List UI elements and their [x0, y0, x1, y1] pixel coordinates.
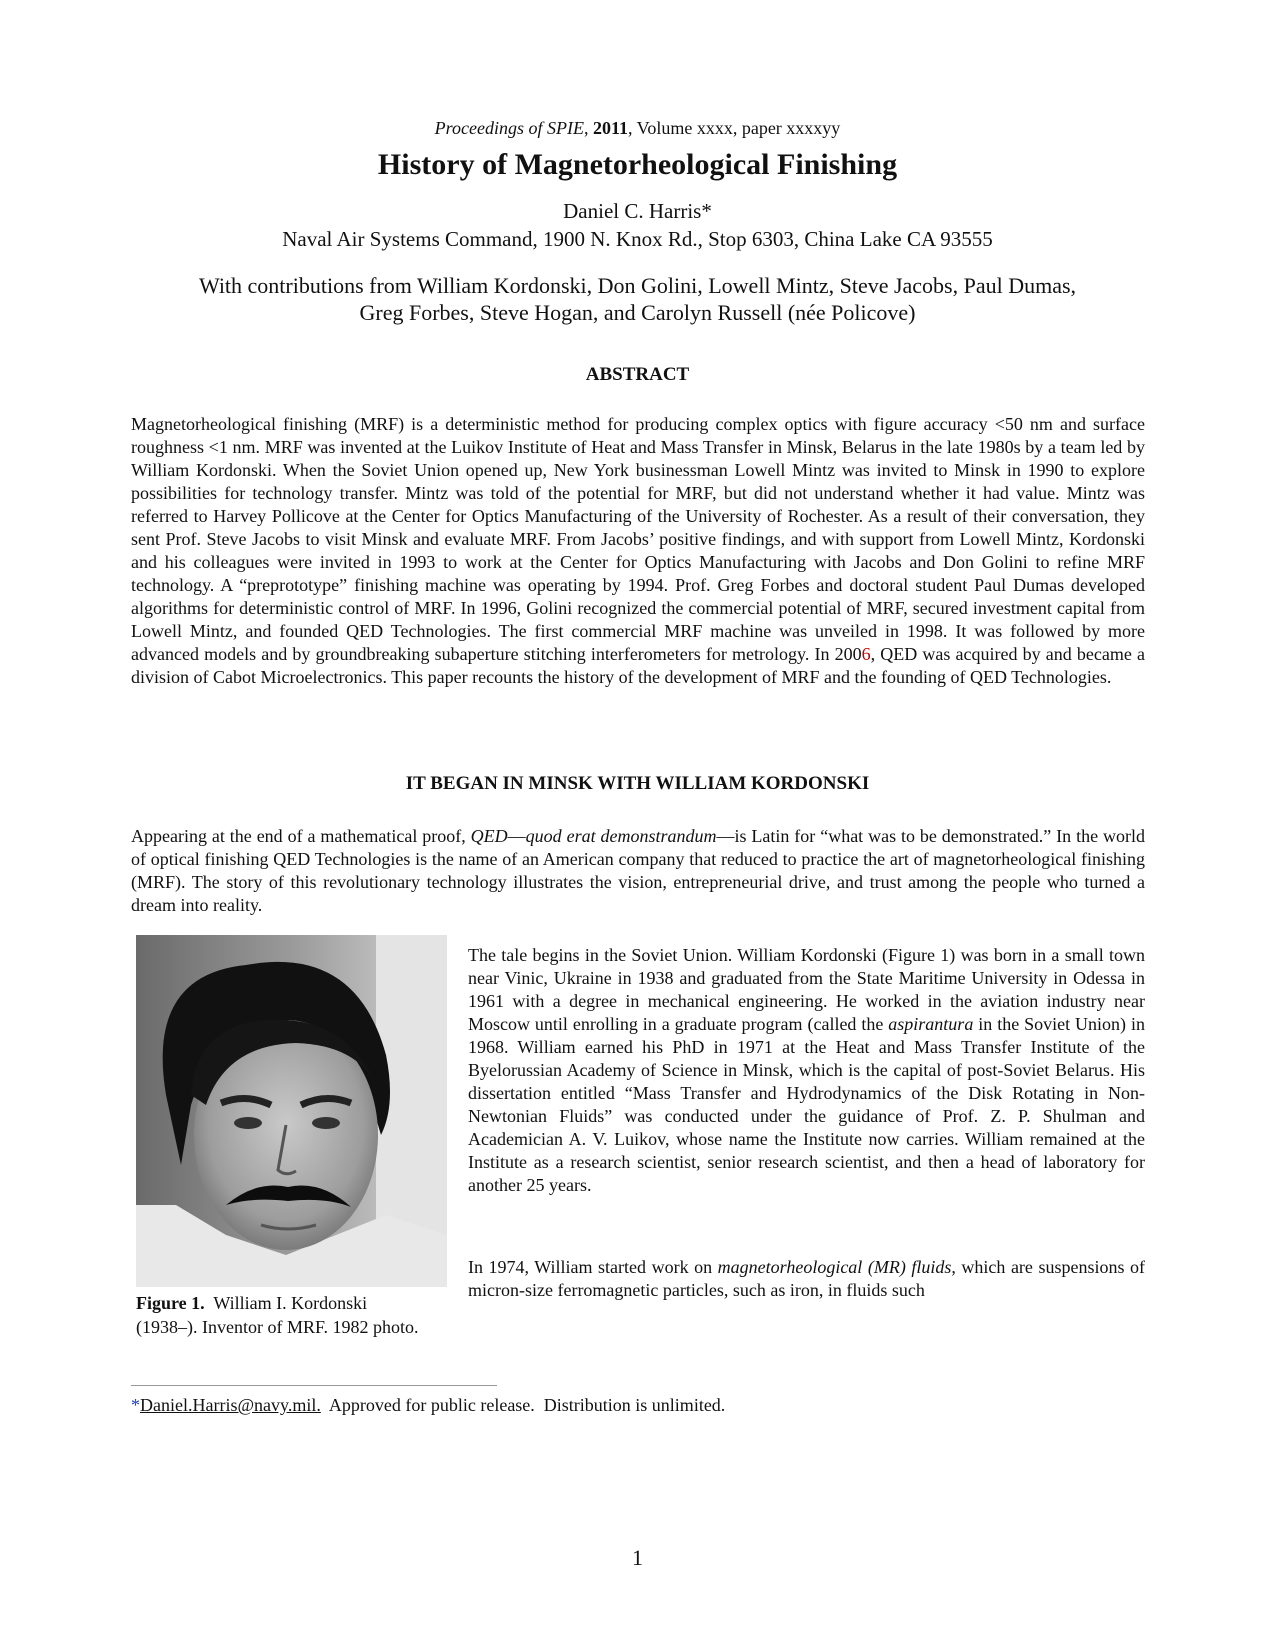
biography-paragraph-2 [468, 1256, 1145, 1302]
intro-paragraph [131, 825, 1145, 917]
contributors [0, 272, 1275, 326]
footnote-rule [131, 1385, 497, 1386]
biography-paragraph-1 [468, 944, 1145, 1197]
journal-year: 2011 [592, 118, 628, 138]
abstract-highlight: 6 [861, 644, 871, 664]
journal-sep: , [583, 118, 593, 138]
journal-name: Proceedings of SPIE [434, 118, 584, 138]
caption-line-2: (1938–). Inventor of MRF. 1982 photo. [136, 1317, 419, 1337]
caption-text: William I. Kordonski [204, 1293, 368, 1313]
journal-volume: , Volume xxxx, paper xxxxyy [627, 118, 841, 138]
page-number: 1 [632, 1545, 643, 1570]
intro-italic: QED―quod erat demonstrandum― [470, 826, 735, 846]
abstract-text-part: Magnetorheological finishing (MRF) is a deterministic method for producing complex optics with figure accuracy <50 nm and surface roughness <1 nm. MRF was invented at the Luikov Institute of Heat and Mass Transfer in Minsk, Belarus in the late 1980s by a team led by William Kordonski. When the Soviet Union opened up, New York businessman Lowell Mintz was invited to Minsk in 1990 to explore possibilities for technology transfer. Mintz was told of the potential for MRF, but did not understand whether it had value. Mintz was referred to Harvey Pollicove at the Center for Optics Manufacturing of the University of Rochester. As a result of their conversation, they sent Prof. Steve Jacobs to visit Minsk and evaluate MRF. From Jacobs’ positive findings, and with support from Lowell Mintz, Kordonski and his colleagues were invited in 1993 to work at the Center for Optics Manufacturing with Jacobs and Don Golini to refine MRF technology. A “preprototype” finishing machine was operating by 1994. Prof. Greg Forbes and doctoral student Paul Dumas developed algorithms for deterministic control of MRF. In 1996, Golini recognized the commercial potential of MRF, secured investment capital from Lowell Mintz, and founded QED Technologies. The first commercial MRF machine was unveiled in 1998. It was followed by more advanced models and by groundbreaking subaperture stitching interferometers for metrology. In 200 [131, 414, 1145, 664]
intro-text-part: Appearing at the end of a mathematical proof, [131, 826, 471, 846]
figure-caption [136, 1291, 476, 1339]
author-email-link[interactable]: Daniel.Harris@navy.mil. [140, 1395, 321, 1415]
journal-citation [0, 118, 1275, 139]
abstract-text [131, 413, 1145, 689]
caption-line-1 [136, 1291, 476, 1315]
contributors-line-2: Greg Forbes, Steve Hogan, and Carolyn Russell (née Policove) [359, 300, 916, 325]
p1-text-part: in the Soviet Union) in 1968. William earned his PhD in 1971 at the Heat and Mass Transfer Institute of the Byelorussian Academy of Science in Minsk, which is the capital of post-Soviet Belarus. His dissertation entitled “Mass Transfer and Hydrodynamics of the Disk Rotating in Non-Newtonian Fluids” was conducted under the guidance of Prof. Z. P. Shulman and Academician A. V. Luikov, whose name the Institute now carries. William remained at the Institute as a research scientist, senior research scientist, and then a head of laboratory for another 25 years. [468, 1014, 1145, 1195]
kordonski-photo [136, 935, 447, 1287]
figure-label: Figure 1. [136, 1293, 205, 1313]
footnote-text: Approved for public release. Distribution is unlimited. [320, 1395, 726, 1415]
author-affiliation: Naval Air Systems Command, 1900 N. Knox Rd., Stop 6303, China Lake CA 93555 [282, 227, 993, 251]
author-name: Daniel C. Harris* [563, 199, 712, 223]
p2-italic: magnetorheological (MR) fluids [717, 1257, 952, 1277]
p2-text-part: , which are suspensions of micron-size ferromagnetic particles, such as iron, in fluids such [468, 1257, 1146, 1300]
p1-italic: aspirantura [888, 1014, 974, 1034]
p1-text-part: The tale begins in the Soviet Union. William Kordonski (Figure 1) was born in a small town near Vinic, Ukraine in 1938 and graduated from the State Maritime University in Odessa in 1961 with a degree in mechanical engineering. He worked in the aviation industry near Moscow until enrolling in a graduate program (called the [468, 945, 1145, 1034]
paper-title: History of Magnetorheological Finishing [377, 148, 898, 181]
contributors-line-1: With contributions from William Kordonski, Don Golini, Lowell Mintz, Steve Jacobs, Paul Dumas, [198, 273, 1077, 298]
footnote [131, 1395, 725, 1416]
section-heading: IT BEGAN IN MINSK WITH WILLIAM KORDONSKI [405, 773, 870, 794]
abstract-text-part: , QED was acquired by and became a division of Cabot Microelectronics. This paper recounts the history of the development of MRF and the founding of QED Technologies. [131, 644, 1145, 687]
footnote-marker: * [131, 1395, 140, 1415]
abstract-heading: ABSTRACT [585, 364, 690, 385]
p2-text-part: In 1974, William started work on [468, 1257, 718, 1277]
intro-text-part: is Latin for “what was to be demonstrated.” In the world of optical finishing QED Technologies is the name of an American company that reduced to practice the art of magnetorheological finishing (MRF). The story of this revolutionary technology illustrates the vision, entrepreneurial drive, and trust among the people who turned a dream into reality. [131, 826, 1145, 915]
